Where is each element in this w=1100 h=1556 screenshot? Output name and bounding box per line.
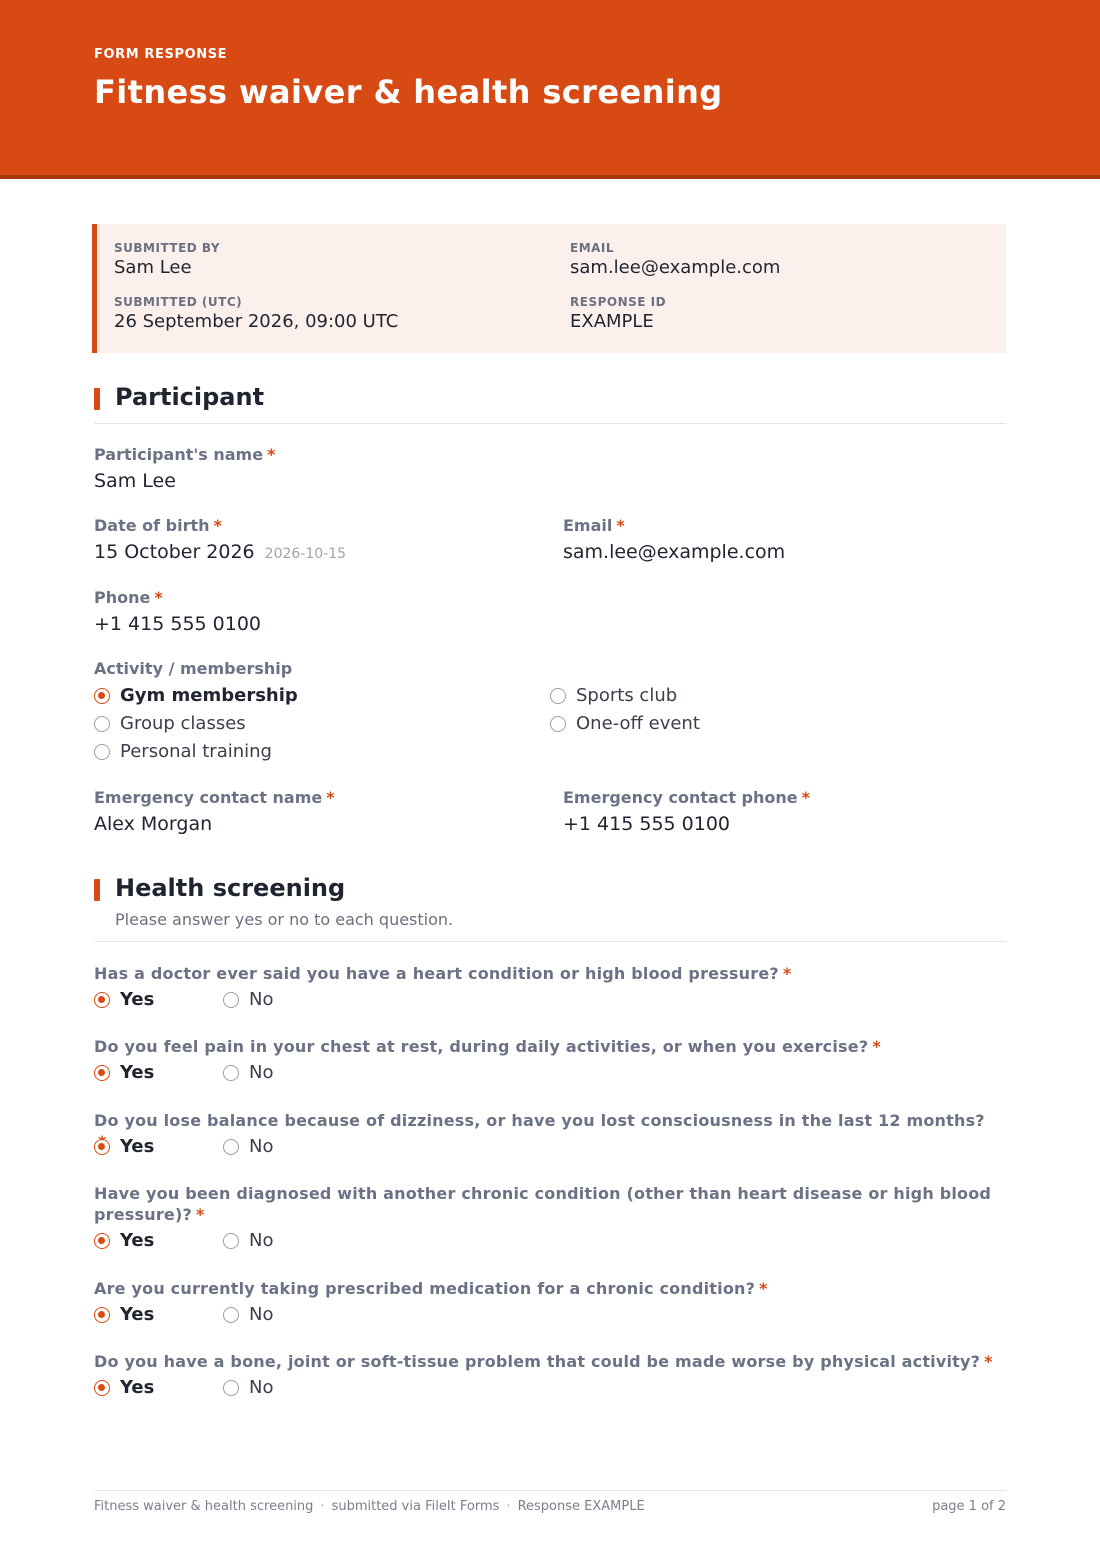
emergency-contact-name-value: Alex Morgan [94, 813, 213, 835]
radio-icon [223, 1233, 239, 1249]
radio-selected-icon [94, 1065, 110, 1081]
answer-yes[interactable]: Yes [94, 1304, 154, 1325]
answer-yes[interactable]: Yes [94, 989, 154, 1010]
section-accent-bar [94, 879, 100, 901]
screening-question [94, 1278, 994, 1325]
radio-selected-icon [94, 1380, 110, 1396]
field-label: Participant's name * [94, 445, 276, 464]
submitted-utc-field [114, 295, 398, 332]
radio-icon [550, 716, 566, 732]
question-label: Are you currently taking prescribed medication for a chronic condition? * [94, 1279, 768, 1298]
required-marker: * [984, 1352, 993, 1371]
participant-name-field [94, 445, 275, 492]
emergency-contact-phone-field [563, 788, 810, 835]
required-marker: * [759, 1279, 768, 1298]
question-label: Has a doctor ever said you have a heart condition or high blood pressure? * [94, 964, 792, 983]
required-marker: * [154, 588, 163, 607]
meta-email-value: sam.lee@example.com [570, 257, 781, 278]
phone-value: +1 415 555 0100 [94, 613, 262, 635]
field-label: Email * [563, 516, 625, 535]
required-marker: * [195, 1205, 205, 1224]
answer-yes[interactable]: Yes [94, 1062, 154, 1083]
activity-option[interactable]: Group classes [94, 713, 246, 734]
response-id-field [570, 295, 666, 332]
radio-icon [223, 992, 239, 1008]
footer-separator: · [320, 1499, 325, 1514]
required-marker: * [872, 1037, 881, 1056]
answer-yes[interactable]: Yes [94, 1136, 154, 1157]
question-label: Do you have a bone, joint or soft-tissue problem that could be made worse by physical activity? * [94, 1352, 993, 1371]
dob-value: 15 October 2026 2026-10-15 [94, 541, 347, 563]
answer-no[interactable]: No [223, 989, 273, 1010]
required-marker: * [801, 788, 810, 807]
email-field [563, 516, 785, 563]
answer-no[interactable]: No [223, 1304, 273, 1325]
screening-question [94, 1351, 994, 1398]
screening-question [94, 1110, 994, 1157]
section-health-screening [94, 874, 1006, 942]
answer-yes[interactable]: Yes [94, 1230, 154, 1251]
footer-separator: · [506, 1499, 511, 1514]
screening-question [94, 1036, 994, 1083]
footer-via: submitted via FileIt Forms [331, 1499, 500, 1514]
dob-iso: 2026-10-15 [264, 546, 347, 562]
radio-icon [223, 1139, 239, 1155]
submitted-by-value: Sam Lee [114, 257, 192, 278]
radio-selected-icon [94, 1233, 110, 1249]
activity-label: Activity / membership [94, 659, 293, 678]
radio-icon [94, 744, 110, 760]
question-label: Do you lose balance because of dizziness, or have you lost consciousness in the last 12 months? [94, 1110, 994, 1152]
phone-field [94, 588, 261, 635]
field-label: Emergency contact phone * [563, 788, 810, 807]
radio-icon [223, 1380, 239, 1396]
section-title: Participant [115, 383, 265, 411]
activity-option[interactable]: One-off event [550, 713, 700, 734]
required-marker: * [782, 964, 792, 983]
answer-no[interactable]: No [223, 1136, 273, 1157]
meta-email-label: EMAIL [570, 241, 615, 255]
participant-name-value: Sam Lee [94, 470, 176, 492]
field-label: Emergency contact name * [94, 788, 335, 807]
footer-response: Response EXAMPLE [517, 1499, 645, 1514]
activity-option[interactable]: Sports club [550, 685, 677, 706]
submitted-utc-label: SUBMITTED (UTC) [114, 295, 243, 309]
required-marker: * [616, 516, 625, 535]
submission-meta [92, 224, 1006, 353]
meta-email-field [570, 241, 780, 278]
required-marker: * [213, 516, 222, 535]
radio-selected-icon [94, 688, 110, 704]
activity-option[interactable]: Gym membership [94, 685, 298, 706]
form-title: Fitness waiver & health screening [94, 73, 723, 111]
email-value: sam.lee@example.com [563, 541, 786, 563]
header-eyebrow: FORM RESPONSE [94, 47, 228, 62]
answer-no[interactable]: No [223, 1062, 273, 1083]
page-footer [94, 1490, 1006, 1514]
emergency-contact-phone-value: +1 415 555 0100 [563, 813, 731, 835]
screening-question [94, 1183, 994, 1251]
section-subtitle: Please answer yes or no to each question. [115, 910, 454, 929]
response-id-value: EXAMPLE [570, 311, 654, 332]
required-marker: * [326, 788, 335, 807]
activity-option[interactable]: Personal training [94, 741, 272, 762]
field-label: Date of birth * [94, 516, 222, 535]
radio-icon [223, 1065, 239, 1081]
screening-question [94, 963, 994, 1010]
radio-icon [223, 1307, 239, 1323]
required-marker: * [267, 445, 276, 464]
section-participant [94, 383, 1006, 424]
emergency-contact-name-field [94, 788, 335, 835]
submitted-by-label: SUBMITTED BY [114, 241, 221, 255]
answer-yes[interactable]: Yes [94, 1377, 154, 1398]
footer-form-name: Fitness waiver & health screening [94, 1499, 314, 1514]
question-label: Do you feel pain in your chest at rest, during daily activities, or when you exercise? * [94, 1037, 881, 1056]
response-id-label: RESPONSE ID [570, 295, 667, 309]
activity-field [94, 659, 292, 678]
form-header [0, 0, 1100, 179]
dob-field [94, 516, 346, 563]
radio-icon [550, 688, 566, 704]
answer-no[interactable]: No [223, 1377, 273, 1398]
section-title: Health screening [115, 874, 346, 902]
footer-info [94, 1499, 645, 1514]
submitted-utc-value: 26 September 2026, 09:00 UTC [114, 311, 399, 332]
answer-no[interactable]: No [223, 1230, 273, 1251]
section-accent-bar [94, 388, 100, 410]
radio-selected-icon [94, 1139, 110, 1155]
radio-selected-icon [94, 992, 110, 1008]
page-number: page 1 of 2 [932, 1499, 1006, 1514]
submitted-by-field [114, 241, 220, 278]
field-label: Phone * [94, 588, 163, 607]
question-label: Have you been diagnosed with another chronic condition (other than heart disease or high blood pressure)? * [94, 1184, 992, 1224]
radio-selected-icon [94, 1307, 110, 1323]
radio-icon [94, 716, 110, 732]
